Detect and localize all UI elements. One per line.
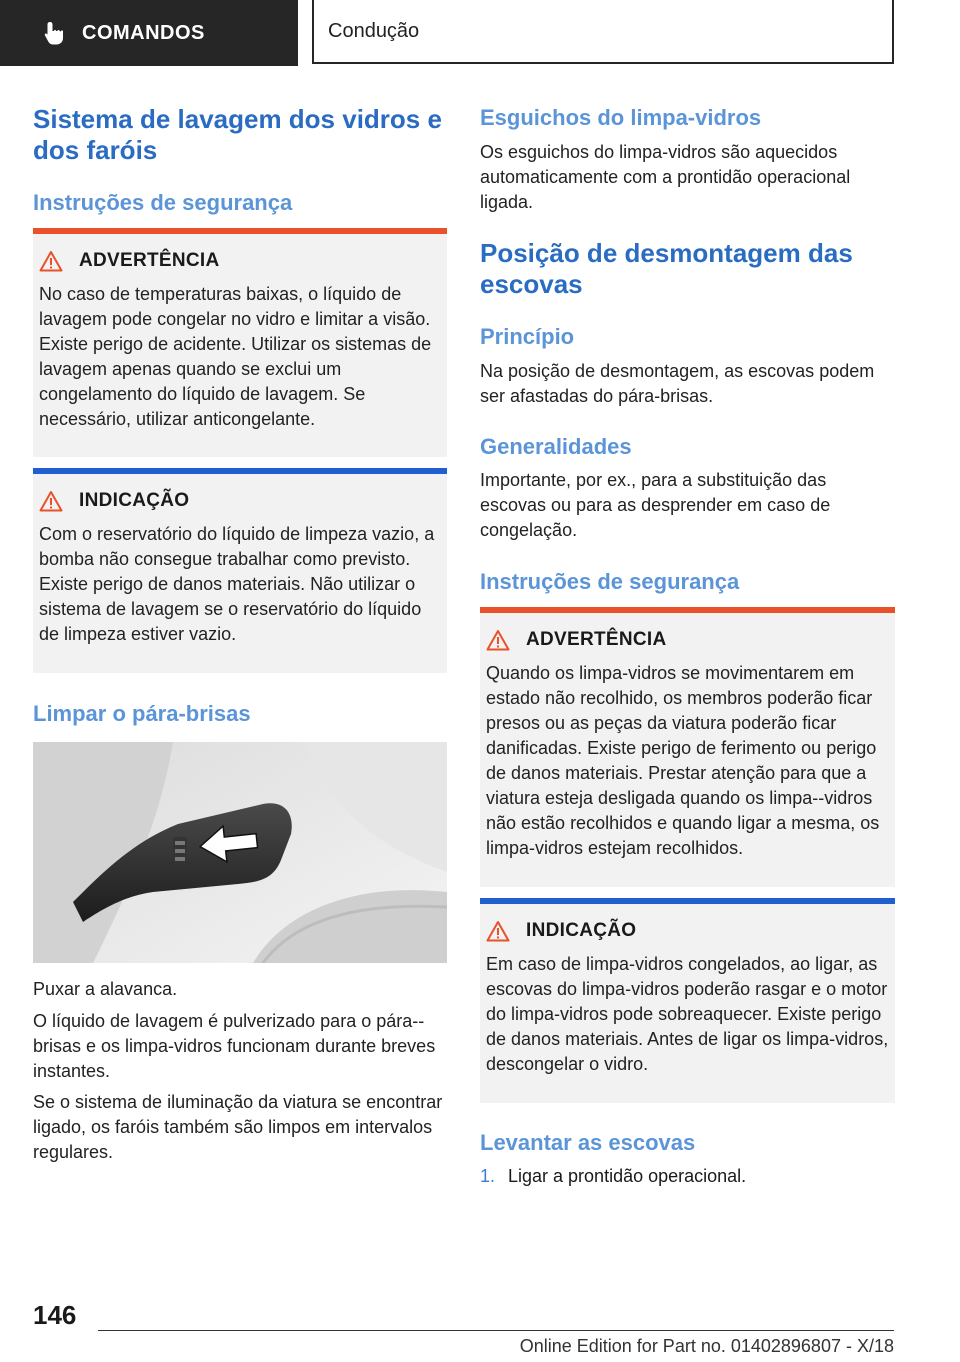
chapter-label: Condução — [328, 19, 420, 42]
windshield-heading: Limpar o pára-brisas — [33, 701, 251, 726]
paragraph-headlights: Se o sistema de iluminação da viatura se encontrar ligado, os faróis também são limpos em intervalos regulares. — [33, 1092, 443, 1162]
warning-text: No caso de temperaturas baixas, o líquido de lavagem pode congelar no vidro e limitar a visão. Existe perigo de acidente. Utilizar os sistemas de lavagem apenas quando se exclui um congelamento do líquido de lavagem. Se necessário, utilizar anticongelante. — [39, 284, 432, 429]
raise-heading: Levantar as escovas — [480, 1130, 696, 1155]
notice-text: Com o reservatório do líquido de limpeza vazio, a bomba não consegue trabalhar como previsto. Existe perigo de danos materiais. Não utilizar o sistema de lavagem se o reservatório do líquido de limpeza estiver vazio. — [39, 524, 435, 644]
warning-bar — [33, 228, 447, 234]
footer-divider — [98, 1330, 894, 1331]
section-label: COMANDOS — [82, 21, 205, 44]
principle-heading: Princípio — [480, 324, 575, 349]
chapter-tab — [312, 0, 894, 64]
warning-triangle-icon — [486, 629, 510, 651]
page-title: Sistema de lavagem dos vidros e dos faróis — [33, 104, 442, 165]
warning-title: ADVERTÊNCIA — [79, 250, 220, 271]
nozzles-heading: Esguichos do limpa-vidros — [480, 105, 762, 130]
removal-title: Posição de desmontagem das escovas — [480, 238, 853, 299]
warning-text: Quando os limpa-vidros se movimentarem em estado não recolhido, os membros poderão ficar presos ou as peças da viatura poderão ficar danificadas. Existe perigo de ferimento ou perigo de danos materiais. Prestar atenção para que a viatura esteja desligada quando os limpa--vidros não estão recolhidos e quando ligar a mesma, os limpa-vidros estejam recolhidos. — [486, 663, 880, 858]
step-text: Ligar a prontidão operacional. — [508, 1166, 747, 1186]
step-number: 1. — [480, 1166, 496, 1186]
hand-pointer-icon — [40, 19, 68, 47]
warning-title: ADVERTÊNCIA — [526, 629, 667, 650]
notice-title: INDICAÇÃO — [79, 490, 190, 511]
warning-box-left — [33, 228, 447, 457]
general-heading: Generalidades — [480, 434, 632, 459]
warning-bar — [480, 607, 895, 613]
edition-text: Online Edition for Part no. 01402896807 - X/18 — [519, 1336, 894, 1356]
warning-triangle-icon — [39, 490, 63, 512]
paragraph-pull-lever: Puxar a alavanca. — [33, 979, 178, 999]
wiper-lever-drawing — [33, 742, 447, 963]
section-tab — [0, 0, 298, 66]
page-number: 146 — [33, 1300, 77, 1330]
notice-bar — [33, 468, 447, 474]
wiper-lever-illustration — [33, 742, 447, 963]
notice-title: INDICAÇÃO — [526, 920, 637, 941]
warning-triangle-icon — [486, 920, 510, 942]
notice-bar — [480, 898, 895, 904]
notice-box-right — [480, 898, 895, 1103]
warning-box-right — [480, 607, 895, 887]
paragraph-spray: O líquido de lavagem é pulverizado para o pára--brisas e os limpa-vidros funcionam durante breves instantes. — [33, 1011, 436, 1081]
safety-heading-left: Instruções de segurança — [33, 190, 293, 215]
notice-box-left — [33, 468, 447, 673]
principle-text: Na posição de desmontagem, as escovas podem ser afastadas do pára-brisas. — [480, 361, 875, 406]
general-text: Importante, por ex., para a substituição das escovas ou para as desprender em caso de congelação. — [480, 470, 831, 540]
list-item — [480, 1164, 895, 1189]
warning-triangle-icon — [39, 250, 63, 272]
nozzles-text: Os esguichos do limpa-vidros são aquecidos automaticamente com a prontidão operacional ligada. — [480, 142, 851, 212]
safety-heading-right: Instruções de segurança — [480, 569, 740, 594]
notice-text: Em caso de limpa-vidros congelados, ao ligar, as escovas do limpa-vidros poderão rasgar e o motor do limpa-vidros pode sobreaquecer. Existe perigo de danos materiais. Antes de ligar os limpa-vidros, descongelar o vidro. — [486, 954, 889, 1074]
